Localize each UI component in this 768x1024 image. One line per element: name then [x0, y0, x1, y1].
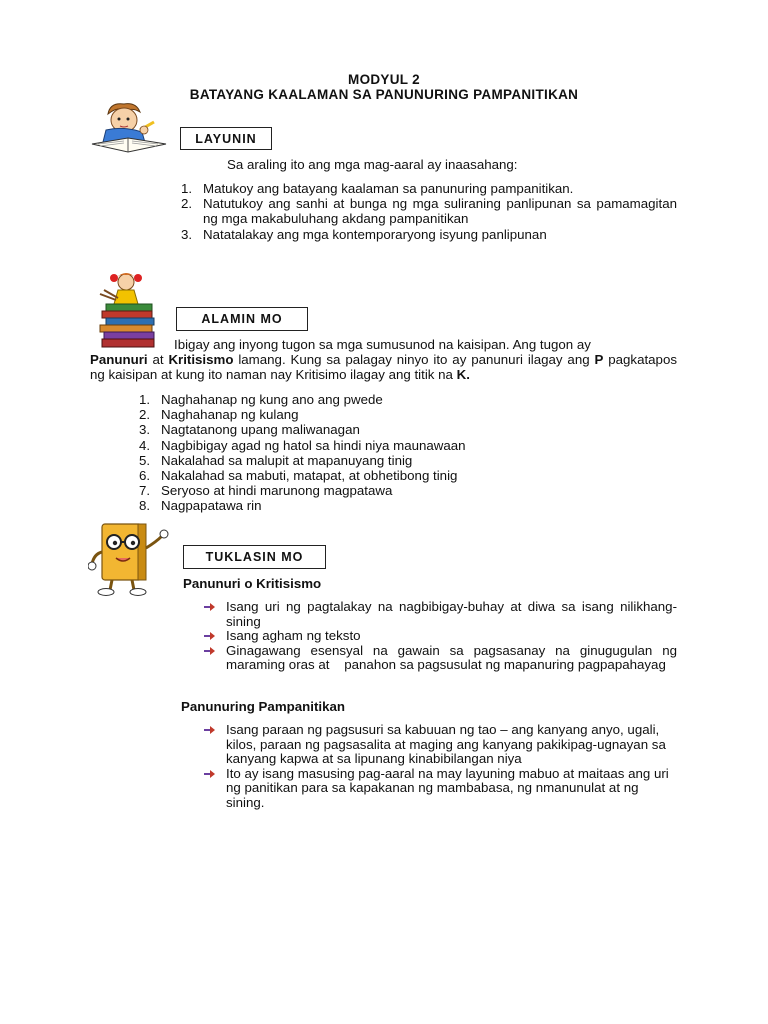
arrow-bullet-icon: [204, 631, 216, 641]
layunin-list: [181, 181, 677, 242]
boy-studying-clipart: [88, 100, 170, 156]
tuklasin-bullets-2: [204, 723, 677, 811]
list-item: 4. Nagbibigay agad ng hatol sa hindi niya maunawaan: [139, 437, 466, 453]
tuklasin-heading-1: Panunuri o Kritisismo: [183, 576, 322, 591]
alamin-instructions: Ibigay ang inyong tugon sa mga sumusunod na kaisipan. Ang tugon ay Panunuri at Kritisismo lamang. Kung sa palagay ninyo ito ay panunuri ilagay ang P pagkatapos ng kaisipan at kung ito naman nay Kritisimo ilagay ang titik na K.: [90, 337, 677, 383]
arrow-bullet-icon: [204, 602, 216, 612]
list-item: 8. Nagpapatawa rin: [139, 498, 262, 514]
list-item: 2. Naghahanap ng kulang: [139, 407, 299, 423]
list-item: 1. Naghahanap ng kung ano ang pwede: [139, 392, 383, 407]
list-item: 5. Nakalahad sa malupit at mapanuyang tinig: [139, 452, 413, 468]
module-title: MODYUL 2: [348, 72, 420, 87]
list-item: 3. Natatalakay ang mga kontemporaryong isyung panlipunan: [181, 226, 547, 242]
module-subject: BATAYANG KAALAMAN SA PANUNURING PAMPANITIKAN: [189, 87, 579, 102]
list-item: 3. Nagtatanong upang maliwanagan: [139, 422, 360, 438]
layunin-label: LAYUNIN: [180, 127, 272, 150]
tuklasin-bullets-1: [204, 599, 681, 673]
list-item: Ginagawang esensyal na gawain sa pagsasanay na ginugugulan ng maraming oras at panahon sa pagsusulat ng mapanuring pagpapahayag: [204, 644, 677, 673]
book-character-clipart: [88, 518, 172, 598]
alamin-label: ALAMIN MO: [176, 307, 308, 331]
list-item: Isang agham ng teksto: [204, 629, 677, 644]
list-item: 6. Nakalahad sa mabuti, matapat, at obhetibong tinig: [139, 468, 458, 484]
arrow-bullet-icon: [204, 646, 216, 656]
list-item: Ito ay isang masusing pag-aaral na may layuning mabuo at maitaas ang uri ng panitikan para sa kapakanan ng mambabasa, ng nmanunulat at ng sining.: [204, 767, 677, 811]
alamin-list: [139, 392, 559, 514]
arrow-bullet-icon: [204, 725, 216, 735]
list-item: Isang uri ng pagtalakay na nagbibigay-buhay at diwa sa isang nilikhang-sining: [204, 600, 677, 629]
tuklasin-label: TUKLASIN MO: [183, 545, 326, 569]
arrow-bullet-icon: [204, 769, 216, 779]
list-item: 2. Natutukoy ang sanhi at bunga ng mga suliraning panlipunan sa pamamagitan ng mga makabuluhang akdang pampanitikan: [181, 196, 677, 227]
tuklasin-heading-2: Panunuring Pampanitikan: [181, 699, 346, 714]
list-item: 7. Seryoso at hindi marunong magpatawa: [139, 483, 393, 499]
list-item: Isang paraan ng pagsusuri sa kabuuan ng tao – ang kanyang anyo, ugali, kilos, paraan ng pagsasalita at maging ang kanyang pakikipag-ugnayan sa kanyang kapwa at sa lipunang kinabibilangan niya: [204, 723, 677, 767]
layunin-intro: Sa araling ito ang mga mag-aaral ay inaasahang:: [227, 157, 518, 172]
list-item: 1. Matukoy ang batayang kaalaman sa panunuring pampanitikan.: [181, 181, 574, 196]
